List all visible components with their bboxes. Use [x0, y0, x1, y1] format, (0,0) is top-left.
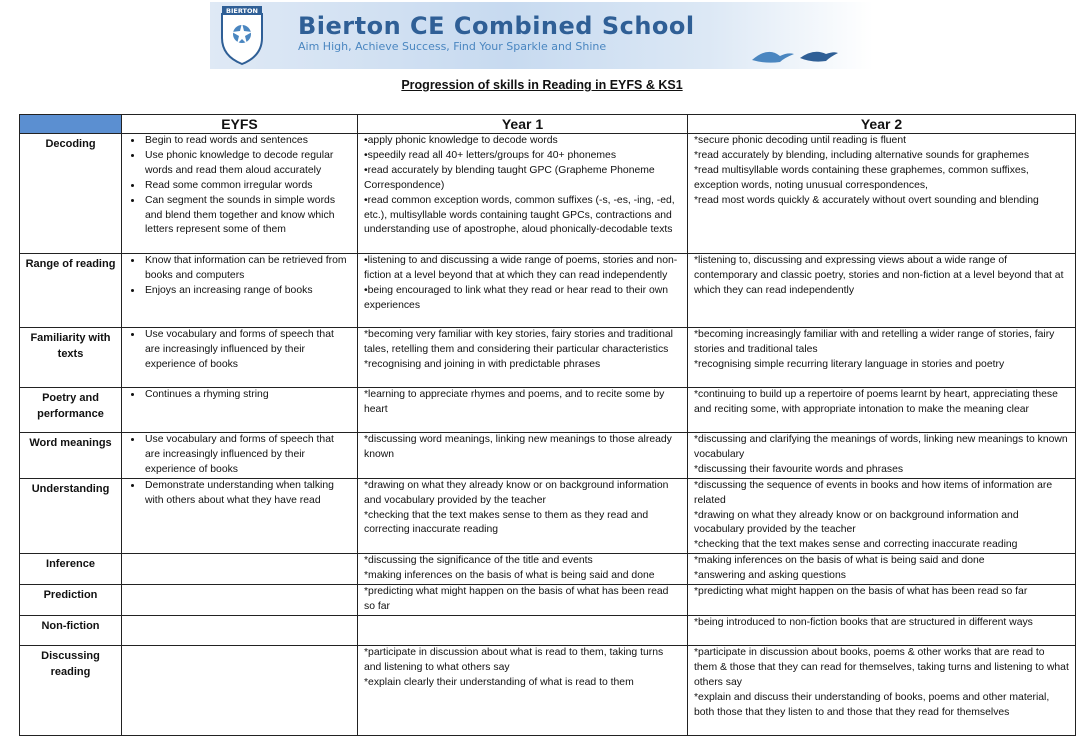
school-name: Bierton CE Combined School: [298, 12, 695, 40]
cell-eyfs: [122, 254, 358, 328]
list-item: *read multisyllable words containing these graphemes, common suffixes, exception words, noting unusual correspondences,: [694, 164, 1029, 191]
cell-eyfs: [122, 554, 358, 585]
list-item: •listening to and discussing a wide range of poems, stories and non-fiction at a level beyond that at which they can read independently: [364, 255, 678, 281]
list-item: *being introduced to non-fiction books that are structured in different ways: [694, 616, 1033, 628]
table-row: [20, 478, 1076, 554]
cell-year2: [688, 478, 1076, 554]
list-item: *read most words quickly & accurately without overt sounding and blending: [694, 194, 1039, 206]
list-item: *discussing and clarifying the meanings of words, linking new meanings to known vocabulary: [694, 434, 1068, 460]
table-row: [20, 554, 1076, 585]
list-item: • Use phonic knowledge to decode regular words and read them aloud accurately: [143, 149, 351, 179]
cell-eyfs: [122, 388, 358, 433]
cell-year1: [358, 615, 688, 645]
list-item: *becoming increasingly familiar with and retelling a wider range of stories, fairy stories and traditional tales: [694, 329, 1055, 355]
list-item: • Enjoys an increasing range of books: [143, 284, 351, 299]
list-item: • Demonstrate understanding when talking with others about what they have read: [143, 479, 351, 509]
list-item: *making inferences on the basis of what is being said and done: [364, 570, 655, 582]
cell-year2: [688, 254, 1076, 328]
list-item: *discussing their favourite words and phrases: [694, 463, 904, 475]
list-item: *recognising simple recurring literary language in stories and poetry: [694, 358, 1005, 370]
row-label: Prediction: [20, 585, 122, 616]
cell-year1: [358, 478, 688, 554]
list-item: • Read some common irregular words: [143, 179, 351, 194]
list-item: • Can segment the sounds in simple words and blend them together and know which letters represent some of them: [143, 194, 351, 239]
list-item: *explain clearly their understanding of what is read to them: [364, 676, 634, 688]
cell-year1: [358, 433, 688, 479]
eyfs-bullet-list: [128, 479, 351, 509]
table-row: [20, 254, 1076, 328]
list-item: • Use vocabulary and forms of speech that are increasingly influenced by their experience of books: [143, 328, 351, 373]
list-item: •being encouraged to link what they read or hear read to their own experiences: [364, 284, 669, 311]
list-item: •speedily read all 40+ letters/groups for 40+ phonemes: [364, 149, 617, 161]
cell-year2: [688, 388, 1076, 433]
list-item: *secure phonic decoding until reading is fluent: [694, 135, 906, 146]
corner-cell: [20, 115, 122, 134]
list-item: *drawing on what they already know or on background information and vocabulary provided by the teacher: [694, 509, 1019, 536]
list-item: *checking that the text makes sense and correcting inaccurate reading: [694, 539, 1018, 551]
list-item: •read common exception words, common suffixes (-s, -es, -ing, -ed, etc.), multisyllable words containing taught GPCs, contractions and understanding use of apostrophe, aloud phonically-decodable texts: [364, 194, 675, 236]
list-item: *discussing word meanings, linking new meanings to those already known: [364, 434, 672, 460]
row-label: Non-fiction: [20, 615, 122, 645]
row-label: Discussing reading: [20, 645, 122, 735]
list-item: • Know that information can be retrieved from books and computers: [143, 254, 351, 284]
cell-year2: [688, 328, 1076, 388]
list-item: • Continues a rhyming string: [143, 388, 351, 403]
cell-year2: [688, 645, 1076, 735]
cell-eyfs: [122, 433, 358, 479]
row-label: Decoding: [20, 134, 122, 254]
list-item: *predicting what might happen on the basis of what has been read so far: [364, 586, 669, 612]
row-label: Poetry and performance: [20, 388, 122, 433]
cell-year2: [688, 615, 1076, 645]
cell-eyfs: [122, 134, 358, 254]
list-item: *predicting what might happen on the basis of what has been read so far: [694, 586, 1028, 598]
eyfs-bullet-list: [128, 388, 351, 403]
cell-year1: [358, 645, 688, 735]
list-item: *checking that the text makes sense to them as they read and correcting inaccurate reading: [364, 509, 649, 536]
table-row: [20, 134, 1076, 254]
list-item: *discussing the significance of the title and events: [364, 555, 593, 567]
list-item: *becoming very familiar with key stories, fairy stories and traditional tales, retelling them and considering their particular characteristics: [364, 329, 673, 355]
column-header-year2: Year 2: [688, 115, 1076, 134]
row-label: Word meanings: [20, 433, 122, 479]
skills-table: [19, 114, 1076, 736]
cell-year1: [358, 388, 688, 433]
table-row: [20, 585, 1076, 616]
list-item: *making inferences on the basis of what is being said and done: [694, 555, 985, 567]
list-item: *participate in discussion about what is read to them, taking turns and listening to what others say: [364, 646, 664, 673]
cell-year1: [358, 134, 688, 254]
cell-year2: [688, 433, 1076, 479]
birds-icon: [750, 42, 840, 67]
cell-year2: [688, 554, 1076, 585]
cell-year1: [358, 254, 688, 328]
cell-eyfs: [122, 328, 358, 388]
list-item: *discussing the sequence of events in books and how items of information are related: [694, 479, 1053, 506]
cell-year2: [688, 134, 1076, 254]
list-item: *answering and asking questions: [694, 570, 846, 582]
list-item: • Use vocabulary and forms of speech that are increasingly influenced by their experience of books: [143, 433, 351, 478]
cell-year2: [688, 585, 1076, 616]
cell-year1: [358, 585, 688, 616]
list-item: *read accurately by blending, including alternative sounds for graphemes: [694, 149, 1030, 161]
list-item: *participate in discussion about books, poems & other works that are read to them & those that they can read for themselves, taking turns and listening to what others say: [694, 646, 1069, 688]
svg-text:BIERTON: BIERTON: [226, 7, 258, 15]
list-item: *learning to appreciate rhymes and poems, and to recite some by heart: [364, 389, 665, 415]
school-crest-icon: [218, 4, 266, 66]
list-item: *explain and discuss their understanding of books, poems and other material, both those that they listen to and those that they read for themselves: [694, 691, 1050, 718]
row-label: Range of reading: [20, 254, 122, 328]
skills-table-body: [20, 134, 1076, 736]
list-item: *listening to, discussing and expressing views about a wide range of contemporary and classic poetry, stories and non-fiction at a level beyond that at which they can read independently: [694, 255, 1064, 296]
list-item: •read accurately by blending taught GPC (Grapheme Phoneme Correspondence): [364, 164, 655, 191]
eyfs-bullet-list: [128, 433, 351, 478]
table-row: [20, 388, 1076, 433]
cell-eyfs: [122, 478, 358, 554]
row-label: Understanding: [20, 478, 122, 554]
page-title: Progression of skills in Reading in EYFS & KS1: [401, 78, 683, 92]
school-banner: [210, 2, 873, 69]
table-row: [20, 615, 1076, 645]
eyfs-bullet-list: [128, 134, 351, 238]
eyfs-bullet-list: [128, 328, 351, 373]
cell-eyfs: [122, 615, 358, 645]
list-item: *drawing on what they already know or on background information and vocabulary provided by the teacher: [364, 479, 669, 506]
table-row: [20, 645, 1076, 735]
list-item: • Begin to read words and sentences: [143, 134, 351, 149]
cell-year1: [358, 554, 688, 585]
cell-eyfs: [122, 585, 358, 616]
list-item: •apply phonic knowledge to decode words: [364, 135, 558, 146]
cell-year1: [358, 328, 688, 388]
column-header-eyfs: EYFS: [122, 115, 358, 134]
header-row: [20, 115, 1076, 134]
eyfs-bullet-list: [128, 254, 351, 299]
list-item: *recognising and joining in with predictable phrases: [364, 358, 601, 370]
column-header-year1: Year 1: [358, 115, 688, 134]
row-label: Familiarity with texts: [20, 328, 122, 388]
table-row: [20, 328, 1076, 388]
table-row: [20, 433, 1076, 479]
row-label: Inference: [20, 554, 122, 585]
cell-eyfs: [122, 645, 358, 735]
list-item: *continuing to build up a repertoire of poems learnt by heart, appreciating these and reciting some, with appropriate intonation to make the meaning clear: [694, 389, 1058, 415]
school-motto: Aim High, Achieve Success, Find Your Sparkle and Shine: [298, 40, 607, 53]
